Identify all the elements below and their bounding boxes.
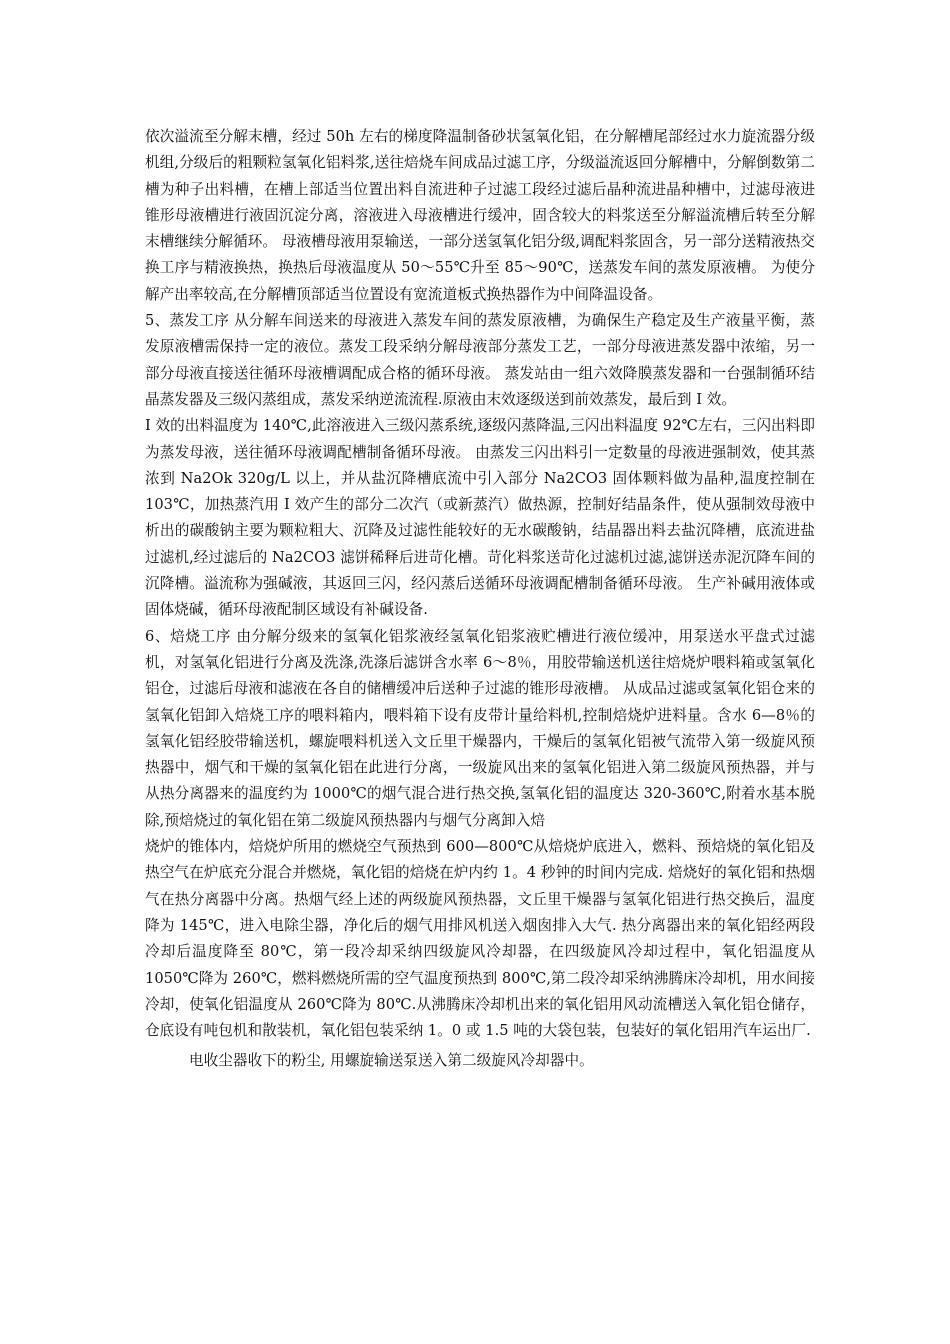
paragraph-flash-evaporation: I 效的出料温度为 140℃,此溶液进入三级闪蒸系统,逐级闪蒸降温,三闪出料温度 92℃左右，三闪出料即为蒸发母液，送往循环母液调配槽制备循环母液。 由蒸发三闪出料引一定数量的母液进强制效，使其蒸浓到 Na2Ok 320g/L 以上，并从盐沉降槽底流中引入部分 Na2CO3 固体颗料做为晶种,温度控制在 103℃，加热蒸汽用 I 效产生的部分二次汽（或新蒸汽）做热源，控制好结晶条件，使从强制效母液中析出的碳酸钠主要为颗粒粗大、沉降及过滤性能较好的无水碳酸钠，结晶器出料去盐沉降槽，底流进盐过滤机,经过滤后的 Na2CO3 滤饼稀释后进苛化槽。苛化料浆送苛化过滤机过滤,滤饼送赤泥沉降车间的沉降槽。溢流称为强碱液，其返回三闪，经闪蒸后送循环母液调配槽制备循环母液。 生产补碱用液体或固体烧碱，循环母液配制区域设有补碱设备. xyxy=(145,417,815,619)
paragraph-evaporation: 5、蒸发工序 从分解车间送来的母液进入蒸发车间的蒸发原液槽，为确保生产稳定及生产液量平衡，蒸发原液槽需保持一定的液位。蒸发工段采纳分解母液部分蒸发工艺，一部分母液进蒸发器中浓缩，另一部分母液直接送往循环母液槽调配成合格的循环母液。 蒸发站由一组六效降膜蒸发器和一台强制循环结晶蒸发器及三级闪蒸组成，蒸发采纳逆流流程.原液由末效逐级送到前效蒸发，最后到 I 效。 xyxy=(145,312,815,408)
paragraph-dust-collection: 电收尘器收下的粉尘, 用螺旋输送泵送入第二级旋风冷却器中。 xyxy=(189,1052,594,1070)
paragraph-calciner-cooling: 烧炉的锥体内，焙烧炉所用的燃烧空气预热到 600—800℃从焙烧炉底进入，燃料、预焙烧的氧化铝及热空气在炉底充分混合并燃烧，氧化铝的焙烧在炉内约 1。4 秒钟的时间内完成. 焙烧好的氧化铝和热烟气在热分离器中分离。热烟气经上述的两级旋风预热器，文丘里干燥器与氢氧化铝进行热交换后，温度降为 145℃，进入电除尘器，净化后的烟气用排风机送入烟囱排入大气. 热分离器出来的氧化铝经两段冷却后温度降至 80℃，第一段冷却采纳四级旋风冷却器，在四级旋风冷却过程中，氧化铝温度从 1050℃降为 260℃，燃料燃烧所需的空气温度预热到 800℃,第二段冷却采纳沸腾床冷却机，用水间接冷却，使氧化铝温度从 260℃降为 80℃.从沸腾床冷却机出来的氧化铝用风动流槽送入氧化铝仓储存，仓底设有吨包机和散装机，氧化铝包装采纳 1。0 或 1.5 吨的大袋包装，包装好的氧化铝用汽车运出厂. xyxy=(145,838,815,1040)
paragraph-decomposition: 依次溢流至分解末槽，经过 50h 左右的梯度降温制备砂状氢氧化铝，在分解槽尾部经过水力旋流器分级机组,分级后的粗颗粒氢氧化铝料浆,送往焙烧车间成品过滤工序，分级溢流返回分解槽中，分解倒数第二槽为种子出料槽，在槽上部适当位置出料自流进种子过滤工段经过滤后晶种流进晶种槽中，过滤母液进锥形母液槽进行液固沉淀分离，溶液进入母液槽进行缓冲，固含较大的料浆送至分解溢流槽后转至分解末槽继续分解循环。 母液槽母液用泵输送，一部分送氢氧化铝分级,调配料浆固含，另一部分送精液热交换工序与精液换热，换热后母液温度从 50～55℃升至 85～90℃，送蒸发车间的蒸发原液槽。 为使分解产出率较高,在分解槽顶部适当位置设有宽流道板式换热器作为中间降温设备。 xyxy=(145,128,815,303)
document-body xyxy=(145,124,815,1075)
paragraph-calcination: 6、焙烧工序 由分解分级来的氢氧化铝浆液经氢氧化铝浆液贮槽进行液位缓冲，用泵送水平盘式过滤机，对氢氧化铝进行分离及洗涤,洗涤后滤饼含水率 6～8％，用胶带输送机送往焙烧炉喂料箱或氢氧化铝仓，过滤后母液和滤液在各自的储槽缓冲后送种子过滤的锥形母液槽。 从成品过滤或氢氧化铝仓来的氢氧化铝卸入焙烧工序的喂料箱内，喂料箱下设有皮带计量给料机,控制焙烧炉进料量。含水 6—8％的氢氧化铝经胶带输送机，螺旋喂料机送入文丘里干燥器内，干燥后的氢氧化铝被气流带入第一级旋风预热器中，烟气和干燥的氢氧化铝在此进行分离，一级旋风出来的氢氧化铝进入第二级旋风预热器，并与从热分离器来的温度约为 1000℃的烟气混合进行热交换,氢氧化铝的温度达 320-360℃,附着水基本脱除,预焙烧过的氧化铝在第二级旋风预热器内与烟气分离卸入焙 xyxy=(145,627,815,829)
